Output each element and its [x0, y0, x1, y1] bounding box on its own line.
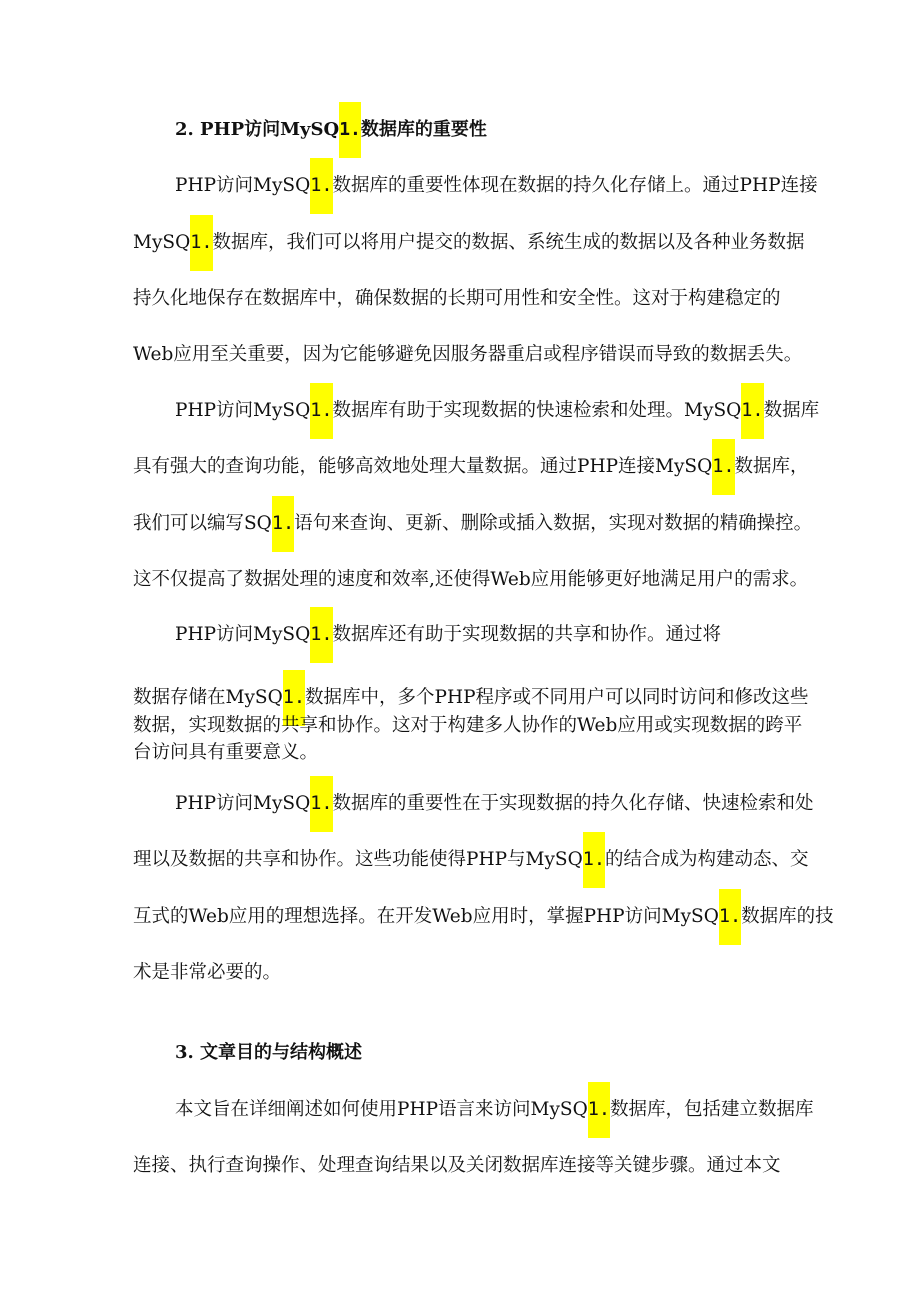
highlighted-text: 1.	[310, 776, 332, 832]
highlighted-text: 1.	[339, 102, 361, 158]
highlighted-text: 1.	[741, 383, 763, 439]
paragraph-line: MySQ1.数据库，我们可以将用户提交的数据、系统生成的数据以及各种业务数据	[133, 231, 805, 255]
highlighted-text: 1.	[310, 607, 332, 663]
paragraph-line: 具有强大的查询功能，能够高效地处理大量数据。通过PHP连接MySQ1.数据库，	[133, 455, 809, 479]
paragraph-line: PHP访问MySQ1.数据库有助于实现数据的快速检索和处理。MySQ1.数据库	[175, 399, 819, 423]
paragraph-line: 术是非常必要的。	[133, 962, 282, 983]
paragraph-line: PHP访问MySQ1.数据库的重要性在于实现数据的持久化存储、快速检索和处	[175, 792, 814, 816]
highlighted-text: 1.	[283, 670, 305, 726]
section-heading-2: 2. PHP访问MySQ1.数据库的重要性	[175, 118, 487, 142]
highlighted-text: 1.	[310, 158, 332, 214]
highlighted-text: 1.	[190, 215, 212, 271]
paragraph-line: PHP访问MySQ1.数据库的重要性体现在数据的持久化存储上。通过PHP连接	[175, 174, 818, 198]
paragraph-line: 数据，实现数据的共享和协作。这对于构建多人协作的Web应用或实现数据的跨平	[133, 715, 803, 736]
highlighted-text: 1.	[588, 1082, 610, 1138]
paragraph-line: 持久化地保存在数据库中，确保数据的长期可用性和安全性。这对于构建稳定的	[133, 288, 781, 309]
paragraph-line: PHP访问MySQ1.数据库还有助于实现数据的共享和协作。通过将	[175, 623, 721, 647]
paragraph-line: 互式的Web应用的理想选择。在开发Web应用时，掌握PHP访问MySQ1.数据库的技	[133, 905, 834, 929]
paragraph-line: 我们可以编写SQ1.语句来查询、更新、删除或插入数据，实现对数据的精确操控。	[133, 512, 812, 536]
highlighted-text: 1.	[310, 383, 332, 439]
highlighted-text: 1.	[272, 496, 294, 552]
paragraph-line: 台访问具有重要意义。	[133, 742, 319, 763]
highlighted-text: 1.	[712, 439, 734, 495]
paragraph-line: 连接、执行查询操作、处理查询结果以及关闭数据库连接等关键步骤。通过本文	[133, 1155, 781, 1176]
paragraph-line: 本文旨在详细阐述如何使用PHP语言来访问MySQ1.数据库，包括建立数据库	[175, 1098, 814, 1122]
highlighted-text: 1.	[719, 889, 741, 945]
paragraph-line: 理以及数据的共享和协作。这些功能使得PHP与MySQ1.的结合成为构建动态、交	[133, 848, 809, 872]
paragraph-line: Web应用至关重要，因为它能够避免因服务器重启或程序错误而导致的数据丢失。	[133, 344, 803, 365]
paragraph-line: 数据存储在MySQ1.数据库中，多个PHP程序或不同用户可以同时访问和修改这些	[133, 686, 809, 710]
section-heading-3: 3. 文章目的与结构概述	[175, 1042, 363, 1063]
highlighted-text: 1.	[583, 832, 605, 888]
paragraph-line: 这不仅提高了数据处理的速度和效率,还使得Web应用能够更好地满足用户的需求。	[133, 569, 809, 590]
